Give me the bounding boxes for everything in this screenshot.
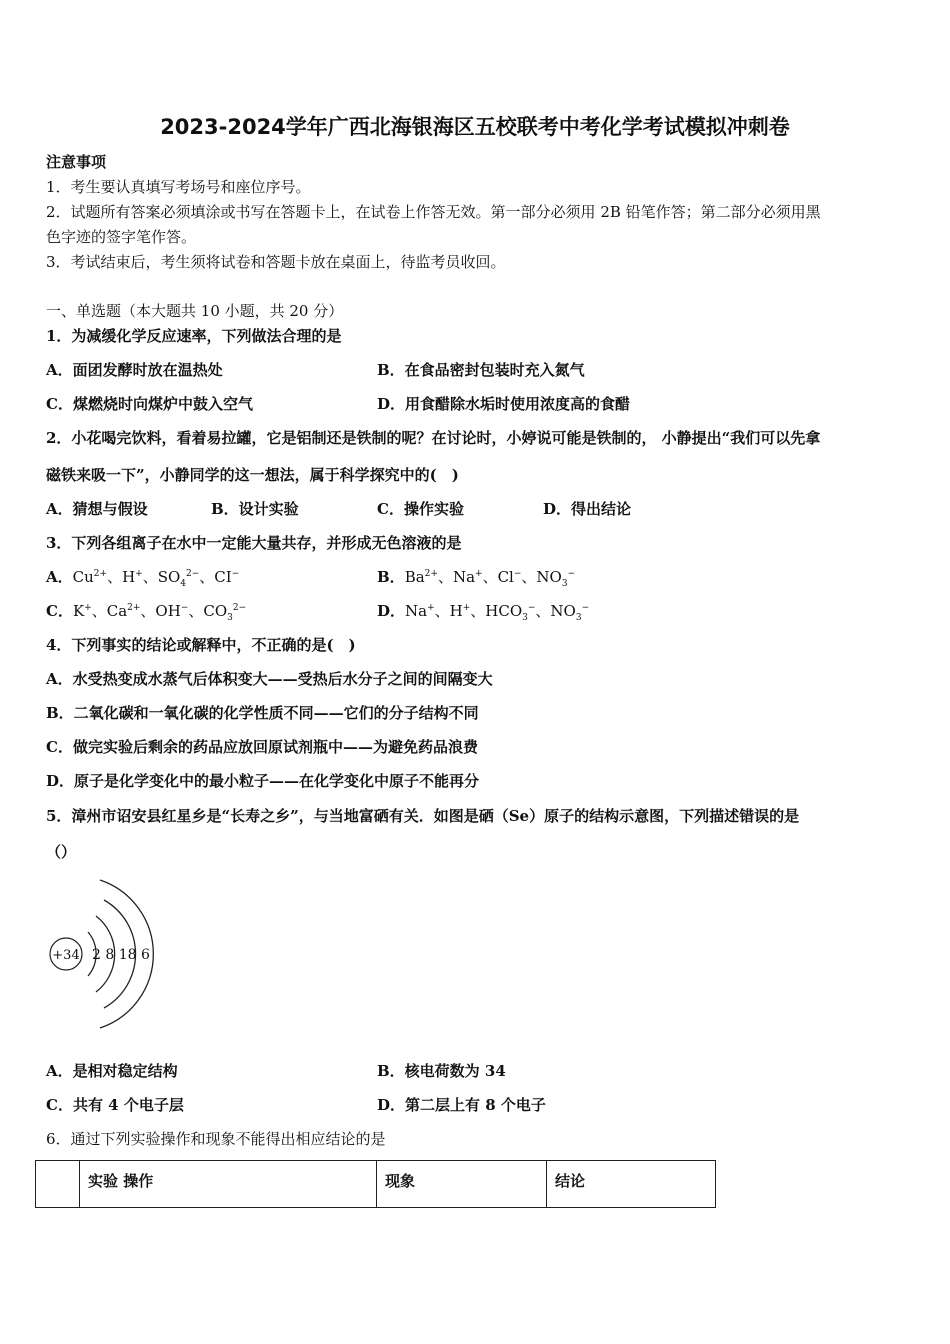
q3-option-c xyxy=(46,601,246,621)
q3-option-a-ions: $Cu^{2+}$、H+、$SO_4^{2-}$、CI− xyxy=(72,568,240,589)
q5-stem-line-1: 5．漳州市诏安县红星乡是“长寿之乡”，与当地富硒有关．如图是硒（Se）原子的结构示意图，下列描述错误的是 xyxy=(46,807,800,825)
q3-option-b-ions: $Ba^{2+}$、Na+、Cl−、$NO_3^-$ xyxy=(404,568,576,589)
table-header-row xyxy=(36,1161,716,1208)
q6-stem: 6．通过下列实验操作和现象不能得出相应结论的是 xyxy=(46,1130,386,1148)
shell-electron-counts: 2 8 18 6 xyxy=(92,947,150,963)
notice-item-3: 3．考试结束后，考生须将试卷和答题卡放在桌面上，待监考员收回。 xyxy=(46,253,506,271)
header-cell-index xyxy=(36,1161,80,1208)
q5-stem-line-2: （） xyxy=(46,843,77,861)
q1-option-b: B．在食品密封包装时充入氮气 xyxy=(377,361,585,379)
notice-item-1: 1．考生要认真填写考场号和座位序号。 xyxy=(46,178,311,196)
q2-option-d: D．得出结论 xyxy=(543,500,632,518)
q3-option-c-ions: K+、$Ca^{2+}$、OH−、$CO_3^{2-}$ xyxy=(72,602,247,623)
q1-stem: 1．为减缓化学反应速率，下列做法合理的是 xyxy=(46,327,342,345)
q4-stem: 4．下列事实的结论或解释中，不正确的是( ) xyxy=(46,636,356,654)
q3-option-d-label: D． xyxy=(377,602,406,620)
q3-stem: 3．下列各组离子在水中一定能大量共存，并形成无色溶液的是 xyxy=(46,534,462,552)
section-heading: 一、单选题（本大题共 10 小题，共 20 分） xyxy=(46,302,344,320)
q5-option-d: D．第二层上有 8 个电子 xyxy=(377,1096,546,1114)
q2-option-a: A．猜想与假设 xyxy=(46,500,148,518)
q3-option-b-label: B． xyxy=(377,568,405,586)
q3-option-d xyxy=(377,601,589,621)
header-cell-conclusion: 结论 xyxy=(547,1161,716,1208)
q2-option-c: C．操作实验 xyxy=(377,500,464,518)
q2-stem-line-2: 磁铁来吸一下”，小静同学的这一想法，属于科学探究中的( ) xyxy=(46,466,459,484)
header-cell-operation: 实验 操作 xyxy=(80,1161,377,1208)
q3-option-a-label: A． xyxy=(46,568,73,586)
nucleus-charge: +34 xyxy=(52,948,80,963)
q3-option-d-ions: Na+、H+、$HCO_3^-$、$NO_3^-$ xyxy=(405,602,590,623)
q5-option-c: C．共有 4 个电子层 xyxy=(46,1096,184,1114)
q5-option-a: A．是相对稳定结构 xyxy=(46,1062,178,1080)
notice-item-2-line-1: 2．试题所有答案必须填涂或书写在答题卡上，在试卷上作答无效。第一部分必须用 2B 铅笔作答；第二部分必须用黑 xyxy=(46,203,821,221)
exam-title: 2023-2024学年广西北海银海区五校联考中考化学考试模拟冲刺卷 xyxy=(160,115,790,139)
q1-option-a: A．面团发酵时放在温热处 xyxy=(46,361,223,379)
q1-option-c: C．煤燃烧时向煤炉中鼓入空气 xyxy=(46,395,253,413)
q5-option-b: B．核电荷数为 34 xyxy=(377,1062,506,1080)
q3-option-c-label: C． xyxy=(46,602,73,620)
q6-table xyxy=(35,1160,716,1208)
q1-option-d: D．用食醋除水垢时使用浓度高的食醋 xyxy=(377,395,631,413)
q4-option-a: A．水受热变成水蒸气后体积变大——受热后水分子之间的间隔变大 xyxy=(46,670,493,688)
notice-item-2-line-2: 色字迹的签字笔作答。 xyxy=(46,228,197,246)
q3-option-b xyxy=(377,567,575,587)
q4-option-b: B．二氧化碳和一氧化碳的化学性质不同——它们的分子结构不同 xyxy=(46,704,479,722)
q4-option-c: C．做完实验后剩余的药品应放回原试剂瓶中——为避免药品浪费 xyxy=(46,738,478,756)
q2-option-b: B．设计实验 xyxy=(211,500,299,518)
q4-option-d: D．原子是化学变化中的最小粒子——在化学变化中原子不能再分 xyxy=(46,772,480,790)
q2-stem-line-1: 2．小花喝完饮料，看着易拉罐，它是铝制还是铁制的呢？在讨论时，小婷说可能是铁制的， 小静提出“我们可以先拿 xyxy=(46,429,821,447)
header-cell-phenomenon: 现象 xyxy=(377,1161,547,1208)
selenium-atom-diagram xyxy=(44,876,164,1032)
notice-heading: 注意事项 xyxy=(46,153,107,171)
q3-option-a xyxy=(46,567,239,587)
